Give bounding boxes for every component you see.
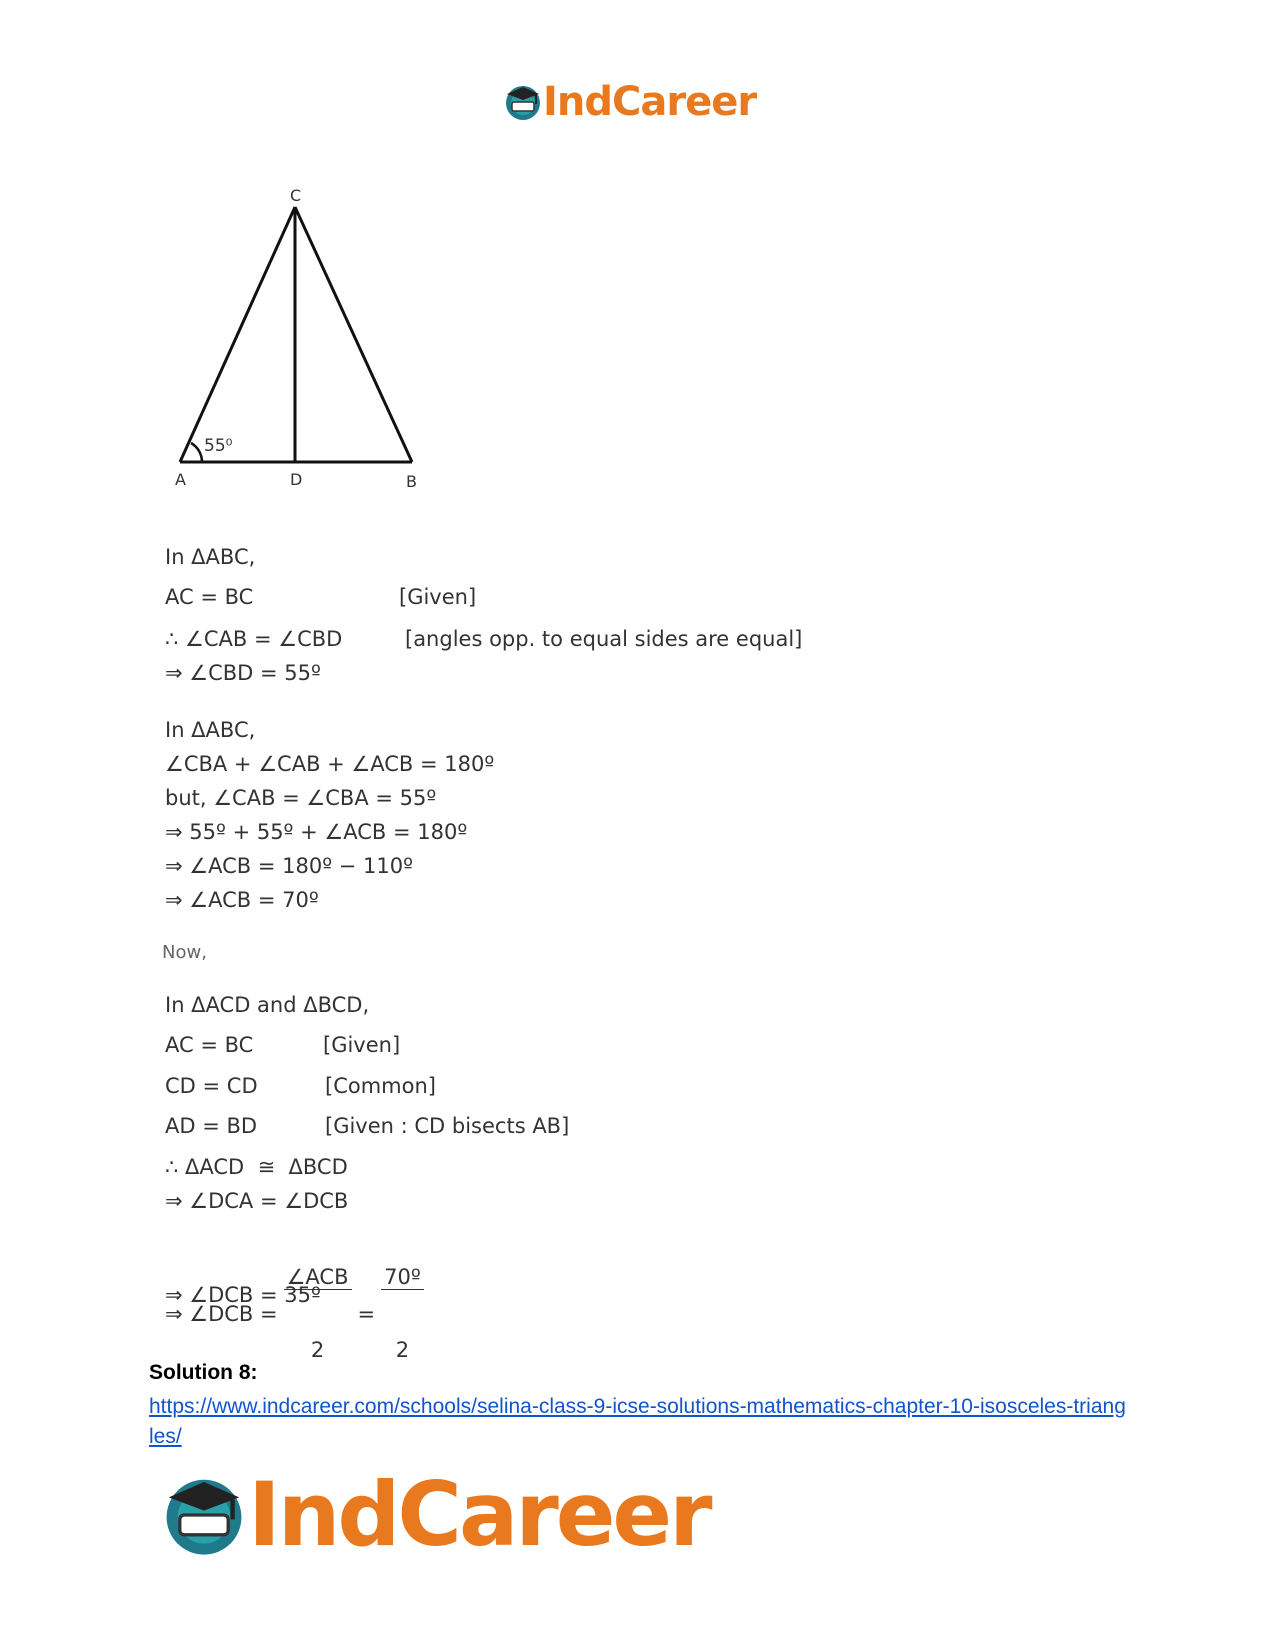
graduation-globe-icon	[503, 82, 543, 122]
proof-line: In ΔACD and ΔBCD,	[165, 993, 370, 1017]
vertex-label-c: C	[290, 186, 302, 205]
side-bc	[295, 207, 412, 462]
proof-line: ⇒ ∠ACB = 70º	[165, 888, 319, 912]
fraction-numerator: ∠ACB	[284, 1265, 352, 1290]
fraction-denominator: 2	[310, 1338, 325, 1362]
fraction-numerator: 70º	[381, 1265, 424, 1290]
isosceles-triangle-diagram	[160, 185, 430, 505]
now-text: Now,	[162, 942, 207, 963]
proof-block-1	[165, 545, 803, 713]
footer-logo	[160, 1465, 710, 1565]
proof-line: In ΔABC,	[165, 545, 256, 569]
proof-line: ∴ ΔACD ≅ ΔBCD	[165, 1155, 348, 1179]
proof-line: In ΔABC,	[165, 718, 256, 742]
vertex-label-b: B	[406, 472, 417, 491]
angle-arc-a	[191, 443, 202, 462]
proof-reason: [angles opp. to equal sides are equal]	[405, 627, 803, 651]
proof-line: AC = BC	[165, 1033, 254, 1057]
fraction-equals: =	[357, 1301, 376, 1326]
proof-line: ⇒ ∠ACB = 180º − 110º	[165, 854, 414, 878]
proof-line: CD = CD	[165, 1074, 258, 1098]
proof-block-3	[165, 993, 570, 1362]
fraction-prefix: ⇒ ∠DCB =	[165, 1301, 278, 1326]
header-logo	[503, 78, 756, 126]
proof-line: AD = BD	[165, 1114, 258, 1138]
proof-line: but, ∠CAB = ∠CBA = 55º	[165, 786, 437, 810]
fraction-acb-over-2	[284, 1217, 352, 1410]
footer-logo-text: IndCareer	[248, 1463, 710, 1566]
proof-reason: [Given : CD bisects AB]	[325, 1114, 570, 1138]
proof-reason: [Given]	[323, 1033, 401, 1057]
proof-line: AC = BC	[165, 585, 254, 609]
proof-reason: [Given]	[399, 585, 477, 609]
vertex-label-d: D	[290, 470, 303, 489]
proof-line: ⇒ 55º + 55º + ∠ACB = 180º	[165, 820, 468, 844]
fraction-70-over-2	[381, 1217, 424, 1410]
proof-line: ∴ ∠CAB = ∠CBD	[165, 627, 343, 651]
proof-line: ⇒ ∠CBD = 55º	[165, 661, 321, 685]
graduation-globe-icon	[160, 1471, 248, 1559]
solution-title: Solution 8:	[149, 1361, 258, 1384]
proof-line: ⇒ ∠DCB = 35º	[165, 1283, 321, 1307]
proof-block-2	[165, 718, 495, 912]
angle-label-a: 55⁰	[204, 436, 233, 456]
proof-reason: [Common]	[325, 1074, 436, 1098]
header-logo-text: IndCareer	[543, 79, 757, 125]
vertex-label-a: A	[175, 470, 186, 489]
proof-line: ∠CBA + ∠CAB + ∠ACB = 180º	[165, 752, 495, 776]
proof-line: ⇒ ∠DCA = ∠DCB	[165, 1189, 349, 1213]
fraction-denominator: 2	[395, 1338, 410, 1362]
solution-link[interactable]: https://www.indcareer.com/schools/selina-class-9-icse-solutions-mathematics-chapter-10-isosceles-triangles/	[149, 1395, 1126, 1448]
side-ac	[180, 207, 295, 462]
